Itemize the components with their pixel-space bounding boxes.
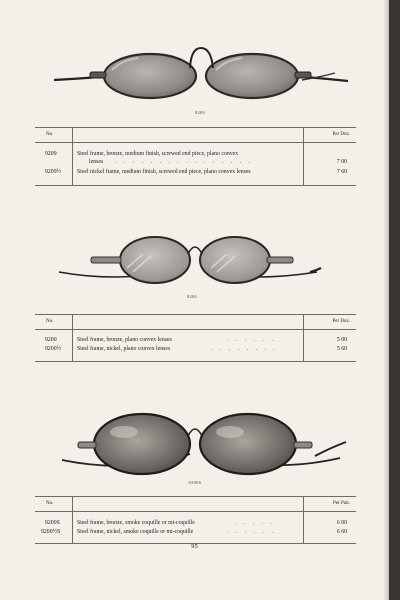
- item-price: 6 60: [336, 529, 347, 535]
- column-header-price: Per Doz.: [332, 319, 350, 324]
- item-number: 9200½: [45, 346, 61, 352]
- dot-leader: . . . . . .: [227, 529, 276, 535]
- item-description: Steel frame, nickel, plano convex lenses: [77, 346, 171, 352]
- table-row: [35, 168, 356, 177]
- table-row-continuation: [35, 158, 356, 167]
- item-description: Steel frame, nickel, smoke coquille or mi-coquille: [77, 529, 194, 535]
- item-number: 9200: [45, 337, 57, 343]
- table-row: [35, 528, 356, 537]
- page-number: 95: [191, 543, 198, 550]
- item-price: 7 00: [336, 159, 347, 165]
- dot-leader: . . . . .: [235, 520, 276, 526]
- dot-leader: . . . . . . . .: [211, 346, 278, 352]
- dot-leader: . . . . . . . . . . . . . . . .: [115, 159, 253, 165]
- figure-caption: 9209: [194, 110, 206, 115]
- column-header-price: Per Doz.: [332, 132, 350, 137]
- column-header-price: Per Pair.: [333, 501, 350, 506]
- price-table: [35, 496, 356, 544]
- item-price: 6 00: [336, 520, 347, 526]
- item-description: Steel frame, bronze, medium finish, screwed end piece, plano convex: [77, 151, 239, 157]
- table-row: [35, 345, 356, 354]
- spectacles-9200-image: [55, 232, 325, 292]
- item-number: 9209½: [45, 169, 61, 175]
- item-price: 7 60: [336, 169, 347, 175]
- price-table: [35, 127, 356, 186]
- dot-leader: . . . . . .: [227, 337, 276, 343]
- figure-caption: 9200: [186, 294, 198, 299]
- spectacles-9209-image: [50, 40, 350, 110]
- price-table: [35, 314, 356, 362]
- item-description: Steel frame, bronze, smoke coquille or mi-coquille: [77, 520, 195, 526]
- item-description-continued: lenses: [89, 159, 104, 165]
- table-row: [35, 336, 356, 345]
- item-number: 9209: [45, 151, 57, 157]
- item-description: Steel nickel frame, medium finish, screwed end piece, plano convex lenses: [77, 169, 251, 175]
- figure-caption: 9200S: [188, 480, 202, 485]
- item-number: 9200S: [45, 520, 60, 526]
- table-row: [35, 519, 356, 528]
- item-price: 5 00: [336, 337, 347, 343]
- column-header-no: No.: [46, 501, 54, 506]
- spectacles-9200s-image: [60, 408, 350, 480]
- column-header-no: No.: [46, 132, 54, 137]
- column-header-no: No.: [46, 319, 54, 324]
- item-number: 9200½S: [41, 529, 61, 535]
- item-description: Steel frame, bronze, plano convex lenses: [77, 337, 172, 343]
- item-price: 5 60: [336, 346, 347, 352]
